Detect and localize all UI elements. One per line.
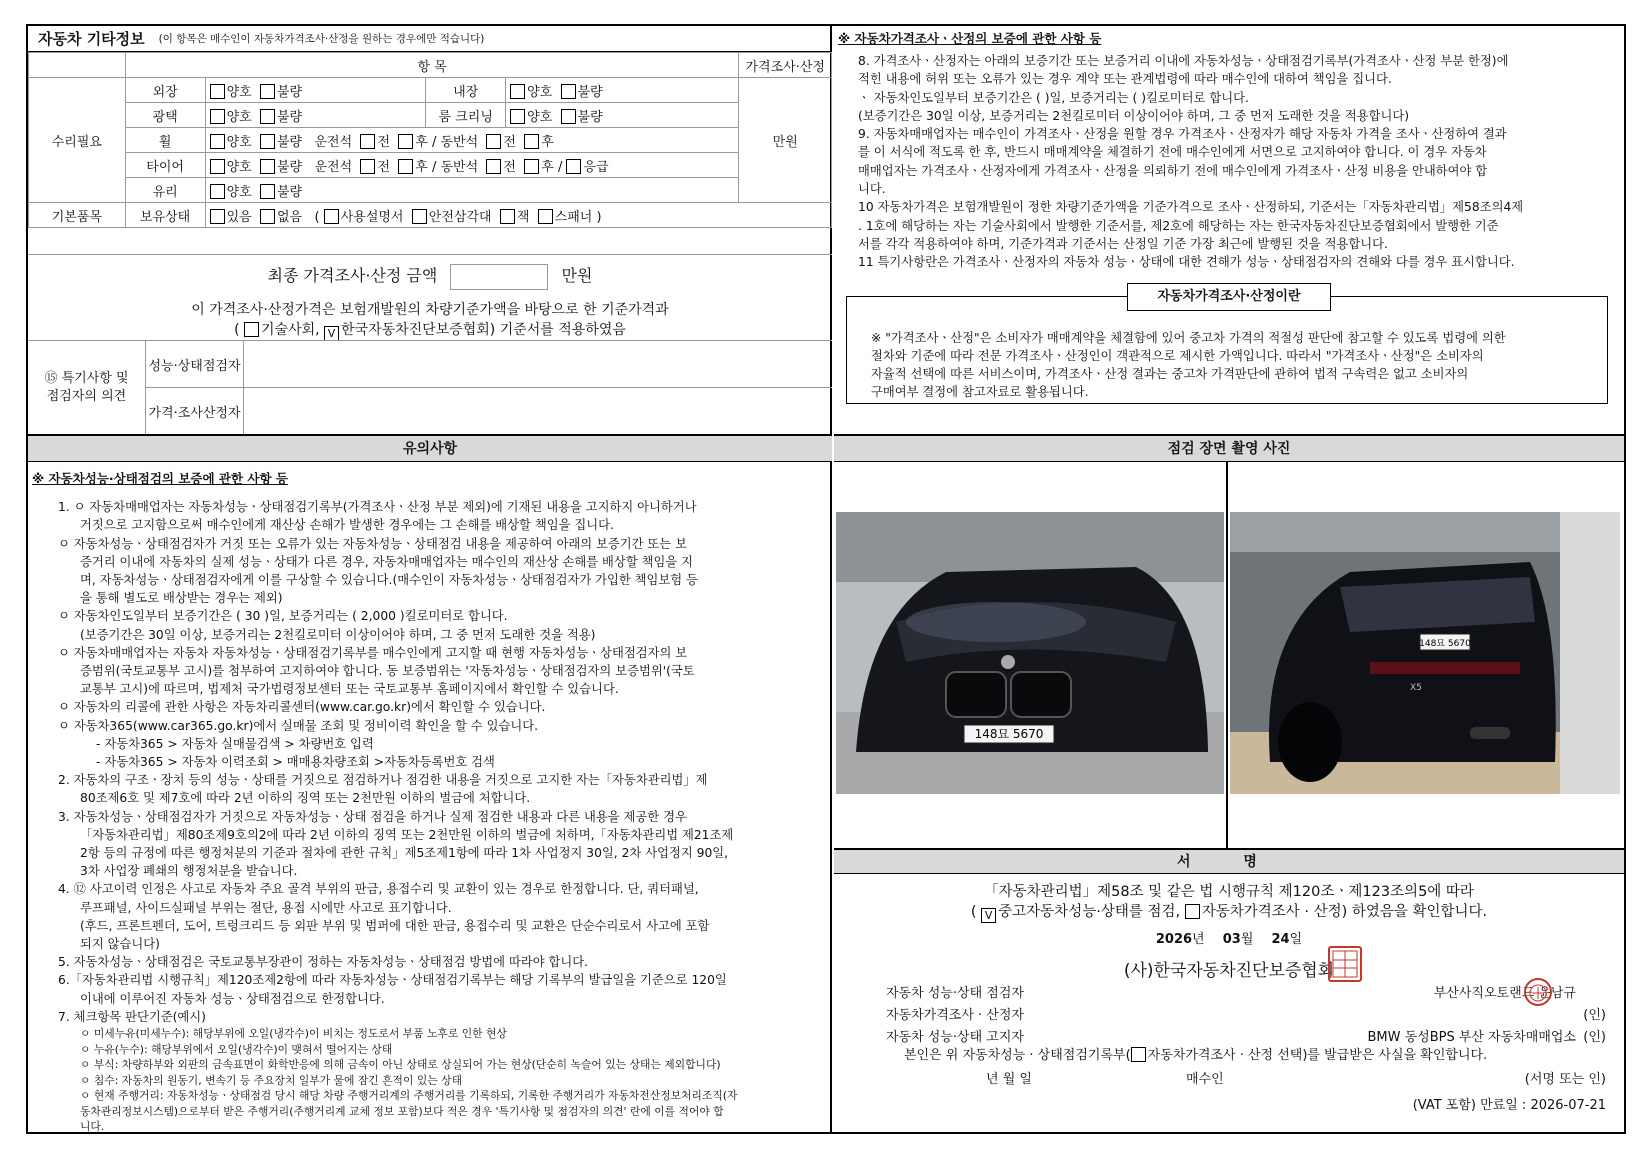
special-notes-section [28,340,832,434]
right-column [834,26,1624,1132]
none-label: 없음 [276,209,303,225]
received-a: 본인은 위 자동차성능 · 상태점검기록부( [904,1048,1131,1063]
inspection-record-page [26,24,1626,1134]
checkbox[interactable] [524,159,539,174]
price-warranty-line: 8. 가격조사ㆍ산정자는 아래의 보증기간 또는 보증거리 이내에 자동차성능ㆍ상태점검기록부(가격조사ㆍ산정 부분 한정)에 [858,54,1509,68]
signature-row-mark: (인) [1583,1008,1606,1023]
checkbox[interactable] [210,109,225,124]
col-item-header: 항 목 [125,53,739,78]
signature-row-mark: (인) [1583,1030,1606,1045]
have-label: 있음 [226,209,252,225]
front-label: 전 [503,134,516,150]
interior-label: 내장 [426,78,506,103]
sign-or-seal: (서명 또는 인) [1524,1072,1606,1087]
checkbox[interactable] [324,209,339,224]
kada-label: 한국자동차진단보증협회) 기준서를 적용하였음 [341,322,626,338]
special-row-appraiser [146,388,832,435]
photo-area [834,462,1624,848]
notice-line: ㅇ 자동차매매업자는 자동차 자동차성능ㆍ상태점검기록부를 매수인에게 고지할 때 현행 자동차성능ㆍ상태점검자의 보 [58,645,688,660]
interior-options [506,78,739,103]
notice-small-line: ㅇ 누유(누수): 해당부위에서 오일(냉각수)이 맺혀서 떨어지는 상태 [80,1042,393,1056]
checkbox[interactable] [210,184,225,199]
checkbox[interactable] [486,134,501,149]
signature-row [886,982,1606,1002]
left-column [28,26,832,1132]
bad-label: 불량 [577,109,603,125]
notice-line: 며, 자동차성능ㆍ상태점검자에게 이를 구상할 수 있습니다.(매수인이 자동차성능ㆍ상태점검자가 가입한 책임보험 등 [80,573,698,588]
jack-label: 잭 [516,209,530,225]
front-car-photo [836,512,1224,794]
signature-row-label: 자동차가격조사 · 산정자 [886,1008,1024,1023]
other-info-title: 자동차 기타정보 [38,30,145,48]
checkbox[interactable] [210,134,225,149]
notice-line: 6.「자동차관리법 시행규칙」제120조제2항에 따라 자동차성능ㆍ상태점검기록부는 해당 기록부의 발급일을 기준으로 120일 [58,973,727,988]
price-warranty-line: 매매업자는 가격조사ㆍ산정자에게 가격조사ㆍ산정을 의뢰하기 전에 매수인에게 가격조사ㆍ산정 비용을 안내하여야 합 [858,163,1488,178]
buyer-label: 매수인 [1186,1072,1224,1087]
price-warranty-line: (보증기간은 30일 이상, 보증거리는 2천킬로미터 이상이어야 하며, 그 중 먼저 도래한 것을 적용합니다) [858,108,1410,123]
notice-line: - 자동차365 > 자동차 이력조회 > 매매용차량조회 >자동차등록번호 검색 [96,755,495,770]
price-warranty-line: 적힌 내용에 허위 또는 오류가 있는 경우 계약 또는 관계법령에 따라 매수인에 대하여 책임을 집니다. [858,72,1392,87]
good-label: 양호 [226,134,252,150]
checkbox[interactable] [561,84,576,99]
notice-line: 7. 체크항목 판단기준(예시) [58,1009,206,1024]
glass-options [205,178,739,203]
checkbox[interactable] [260,134,275,149]
confirm-price-label: 자동차가격조사 · 산정) 하였음을 확인합니다. [1201,904,1488,920]
checkbox-price[interactable] [1185,904,1200,919]
bad-label: 불량 [276,184,303,200]
final-price-input[interactable] [450,264,548,290]
final-price-unit: 만원 [561,266,593,285]
notice-line: - 자동차365 > 자동차 실매물검색 > 차량번호 입력 [96,736,374,751]
notice-small-line: ㅇ 미세누유(미세누수): 해당부위에 오일(냉각수)이 비치는 정도로서 부품 노후로 인한 현상 [80,1027,507,1041]
checkbox[interactable] [412,209,427,224]
paren: ( [970,904,977,920]
front-label: 전 [377,134,390,150]
good-label: 양호 [226,159,252,175]
special-label-line1: ⑮ 특기사항 및 [44,371,129,386]
final-price-label: 최종 가격조사·산정 금액 [267,266,438,285]
col-price-header: 가격조사·산정 [739,53,832,78]
final-price-line [28,263,832,290]
exterior-options [205,78,426,103]
bad-label: 불량 [577,84,603,100]
explain-line: 자율적 선택에 따른 서비스이며, 가격조사ㆍ산정 결과는 중고차 가격판단에 관하여 법적 구속력은 없고 소비자의 [871,367,1469,381]
notice-line: 증범위(국토교통부 고시)를 첨부하여 고지하여야 합니다. 동 보증범위는 '자동차성능ㆍ상태점검자의 보증범위'(국토 [80,664,695,679]
year: 2026 [1155,932,1193,947]
tire-options [205,153,739,178]
inspector-label: 성능·상태점검자 [146,341,244,388]
notice-header: 유의사항 [28,434,832,462]
spanner-label: 스패너 ) [554,209,602,225]
emergency-label: 응급 [583,159,609,175]
price-warranty-line: 서를 각각 적용하여야 하며, 기준가격과 기준서는 산정일 기준 가장 최근에 발행된 것을 적용합니다. [858,236,1388,251]
inspector-seal-stamp [1524,978,1552,1006]
checkbox[interactable] [510,109,525,124]
explain-text [871,329,1591,401]
checkbox-tech[interactable] [244,322,259,337]
notice-line: 이내에 이루어진 자동차 성능ㆍ상태점검으로 한정합니다. [80,991,385,1006]
bad-label: 불량 [276,84,303,100]
signature-row-name: 부산사직오토랜드 윤남규 [1433,986,1576,1001]
signature-org: (사)한국자동차진단보증협회 [1123,961,1335,981]
checkbox[interactable] [538,209,553,224]
driver-seat-label: 운전석 [314,159,353,175]
tech-label: 기술사회, [261,322,320,338]
price-warranty-line: 9. 자동차매매업자는 매수인이 가격조사ㆍ산정을 원할 경우 가격조사ㆍ산정자가 해당 자동차 가격을 조사ㆍ산정하여 결과 [858,127,1507,142]
received-line [904,1044,1604,1064]
good-label: 양호 [226,84,252,100]
front-label: 전 [377,159,390,175]
checkbox[interactable] [561,109,576,124]
notice-line: 2. 자동차의 구조ㆍ장치 등의 성능ㆍ상태를 거짓으로 점검하거나 점검한 내용을 거짓으로 고지한 자는「자동차관리법」제 [58,773,708,788]
received-b: 자동차가격조사 · 산정 선택)를 발급받은 사실을 확인합니다. [1147,1048,1488,1063]
notice-line: ㅇ 자동차인도일부터 보증기간은 ( 30 )일, 보증거리는 ( 2,000 )킬로미터로 합니다. [58,609,508,624]
rear-passenger-label: 후 / 동반석 [415,159,479,175]
good-label: 양호 [226,109,252,125]
price-warranty-line: ㆍ 자동차인도일부터 보증기간은 ( )일, 보증거리는 ( )킬로미터로 합니다. [858,90,1249,105]
explain-line: ※ "가격조사ㆍ산정"은 소비자가 매매계약을 체결함에 있어 중고차 가격의 적절성 판단에 참고할 수 있도록 법령에 의한 [871,331,1506,345]
front-label: 전 [503,159,516,175]
month-unit: 월 [1240,932,1254,947]
confirm-used-label: 중고자동차성능·상태를 점검, [998,904,1181,920]
signature-row-label: 자동차 성능·상태 점검자 [886,986,1024,1001]
signature-section [834,874,1624,1132]
day: 24 [1271,932,1290,947]
explain-title: 자동차가격조사·산정이란 [1127,283,1331,311]
price-unit: 만원 [739,78,832,203]
other-info-table [28,52,832,228]
notice-line: 루프패널, 사이드실패널 부위는 절단, 용접 시에만 사고로 표기합니다. [80,900,452,915]
price-warranty-line: . 1호에 해당하는 자는 기술사회에서 발행한 기준서를, 제2호에 해당하는 자는 한국자동차진단보증협회에서 발행한 기준 [858,218,1499,233]
notice-body [28,462,832,1132]
buyer-line [886,1068,1606,1088]
expiry-text: (VAT 포함) 만료일 : 2026-07-21 [1412,1098,1606,1113]
signature-row [886,1004,1606,1024]
checkbox[interactable] [486,159,501,174]
checkbox[interactable] [260,109,275,124]
notice-small-line: ㅇ 현재 주행거리: 자동차성능ㆍ상태점검 당시 해당 차량 주행거리계의 주행거리를 기록하되, 기록한 주행거리가 자동차전산정보처리조직(자 [80,1089,738,1103]
notice-line: 교통부 고시)에 따르며, 법제처 국가법령정보센터 또는 국토교통부 홈페이지에서 확인할 수 있습니다. [80,682,619,697]
checkbox[interactable] [260,159,275,174]
checkbox[interactable] [524,134,539,149]
explain-line: 절차와 기준에 따라 전문 가격조사ㆍ산정인이 객관적으로 제시한 가액입니다. 따라서 "가격조사ㆍ산정"은 소비자의 [871,349,1484,363]
gloss-options [205,103,426,128]
checkbox[interactable] [260,184,275,199]
signature-header: 서 명 [834,848,1624,874]
checkbox[interactable] [210,84,225,99]
final-price-section [28,254,832,340]
day-unit: 일 [1289,932,1303,947]
notice-line: 1. ㅇ 자동차매매업자는 자동차성능ㆍ상태점검기록부(가격조사ㆍ산정 부분 제외)에 기재된 내용을 고지하지 아니하거나 [58,500,697,515]
price-warranty-line: 10 자동차가격은 보험개발원이 정한 차량기준가액을 기준가격으로 조사ㆍ산정하되, 기준서는「자동차관리법」제58조의4제 [858,200,1524,215]
final-price-desc: 이 가격조사·산정가격은 보험개발원의 차량기준가액을 바탕으로 한 기준가격과 [191,302,669,318]
glass-label: 유리 [125,178,205,203]
checkbox[interactable] [260,209,275,224]
bad-label: 불량 [276,134,303,150]
exterior-label: 외장 [125,78,205,103]
checkbox[interactable] [510,84,525,99]
price-warranty-line: 니다. [858,182,886,197]
notice-line: 을 통해 별도로 배상받는 경우는 제외) [80,591,283,606]
notice-line: 3. 자동차성능ㆍ상태점검자가 거짓으로 자동차성능ㆍ상태 점검을 하거나 실제 점검한 내용과 다른 내용을 제공한 경우 [58,809,687,824]
year-unit: 년 [1192,932,1205,947]
possession-label: 보유상태 [125,203,205,228]
notice-line: 5. 자동차성능ㆍ상태점검은 국토교통부장관이 정하는 자동차성능ㆍ상태점검 방법에 따라야 합니다. [58,955,589,970]
tire-label: 타이어 [125,153,205,178]
basic-items-label: 기본품목 [29,203,126,228]
checkbox[interactable] [360,134,375,149]
rear-label: 후 / [541,159,563,175]
checkbox-used-car[interactable]: V [981,908,996,923]
price-warranty-body [834,52,1624,272]
other-info-subtitle: (이 항목은 매수인이 자동차가격조사·산정을 원하는 경우에만 적습니다) [158,33,485,45]
wheel-options [205,128,739,153]
room-cleaning-options [506,103,739,128]
notice-line: 80조제6호 및 제7호에 따라 2년 이하의 징역 또는 2천만원 이하의 벌금에 처합니다. [80,791,531,806]
good-label: 양호 [527,109,553,125]
notice-line: (후드, 프론트펜더, 도어, 트렁크리드 등 외판 부위 및 범퍼에 대한 판금, 용접수리 및 교환은 단순수리로서 사고에 포함 [80,918,710,933]
notice-small-line: 동차관리정보시스템)으로부터 받은 주행거리(주행거리계 교체 정보 포함)보다 적은 경우 '특기사항 및 점검자의 의견' 란에 이를 적어야 합 [80,1104,724,1118]
appraiser-label: 가격·조사산정자 [146,388,244,435]
signature-row-label: 자동차 성능·상태 고지자 [886,1030,1024,1045]
signature-law: 「자동차관리법」제58조 및 같은 법 시행규칙 제120조ㆍ제123조의5에 따라 [984,884,1474,900]
notice-lines [32,498,828,1026]
checkbox[interactable] [360,159,375,174]
bad-label: 불량 [276,159,303,175]
rear-passenger-label: 후 / 동반석 [415,134,479,150]
special-notes-label [28,341,146,435]
notice-line: 「자동차관리법」제80조제9호의2에 따라 2년 이하의 징역 또는 2천만원 이하의 벌금에 처하며,「자동차관리법 제21조제 [80,827,734,842]
triangle-label: 안전삼각대 [428,209,492,225]
photo-divider [1226,462,1228,848]
checkbox[interactable] [210,209,225,224]
wheel-label: 휠 [125,128,205,153]
notice-small-line: 니다. [80,1120,105,1134]
notice-line: 3차 사업장 폐쇄의 행정처분을 받습니다. [80,864,298,879]
expiry-line [886,1094,1606,1114]
notice-small-line: ㅇ 부식: 차량하부와 외판의 금속표면이 화학반응에 의해 금속이 아닌 상태로 상실되어 가는 현상(단순히 녹슬어 있는 상태는 제외합니다) [80,1058,721,1072]
driver-seat-label: 운전석 [314,134,353,150]
rear-label: 후 [541,134,554,150]
room-cleaning-label: 룸 크리닝 [426,103,506,128]
rear-car-photo [1230,512,1620,794]
notice-line: 되지 않습니다) [80,937,160,952]
notice-line: ㅇ 자동차365(www.car365.go.kr)에서 실매물 조회 및 정비이력 확인을 할 수 있습니다. [58,718,539,733]
signature-row-name: BMW 동성BPS 부산 자동차매매업소 [1367,1030,1576,1045]
signature-confirm [834,900,1624,923]
special-label-line2: 점검자의 의견 [46,389,127,404]
buyer-date: 년 월 일 [986,1072,1032,1087]
signature-date [834,928,1624,947]
notice-title: ※ 자동차성능·상태점검의 보증에 관한 사항 등 [32,471,289,486]
checkbox[interactable] [398,159,413,174]
explain-box [846,289,1608,404]
gloss-label: 광택 [125,103,205,128]
checkbox[interactable] [566,159,581,174]
price-warranty-line: 11 특기사항란은 가격조사ㆍ산정자의 자동차 성능ㆍ상태에 대한 견해가 성능ㆍ상태점검자의 견해와 다를 경우 표시합니다. [858,255,1515,270]
checkbox[interactable] [260,84,275,99]
month: 03 [1222,932,1241,947]
org-seal-stamp [1328,946,1362,982]
bad-label: 불량 [276,109,303,125]
notice-line: ㅇ 자동차의 리콜에 관한 사항은 자동차리콜센터(www.car.go.kr)에서 확인할 수 있습니다. [58,700,546,715]
paren: ( [314,209,320,225]
manual-label: 사용설명서 [340,209,404,225]
other-info-title-row [28,26,830,52]
repair-needed-label: 수리필요 [29,78,126,203]
good-label: 양호 [527,84,553,100]
photo-header: 점검 장면 촬영 사진 [834,434,1624,462]
possession-options [205,203,831,228]
notice-small-line: ㅇ 침수: 자동차의 원동기, 변속기 등 주요장치 일부가 물에 잠긴 흔적이 있는 상태 [80,1073,463,1087]
checkbox-received[interactable] [1131,1047,1146,1062]
notice-line: ㅇ 자동차성능ㆍ상태점검자가 거짓 또는 오류가 있는 자동차성능ㆍ상태점검 내용을 제공하여 아래의 보증기간 또는 보 [58,536,687,551]
notice-line: 4. ⑫ 사고이력 인정은 사고로 자동차 주요 골격 부위의 판금, 용접수리 및 교환이 있는 경우로 한정합니다. 단, 쿼터패널, [58,882,699,897]
price-warranty-line: 를 이 서식에 적도록 한 후, 반드시 매매계약을 체결하기 전에 매수인에게 서면으로 고지하여야 합니다. 이 경우 자동차 [858,145,1487,160]
signature-row [886,1026,1606,1046]
rear-plate-text: 148묘 5670 [1419,639,1471,649]
checkbox-kada[interactable]: V [324,326,339,341]
notice-line: 2항 등의 규정에 따른 행정처분의 기준과 절차에 관한 규칙」제5조제1항에 따라 1차 사업정지 30일, 2차 사업정지 90일, [80,846,729,861]
checkbox[interactable] [500,209,515,224]
final-price-standard: ( 기술사회, V 한국자동차진단보증협회) 기준서를 적용하였음 [234,322,626,340]
notice-small-lines [32,1026,828,1135]
notice-line: 거짓으로 고지함으로써 매수인에게 재산상 손해가 발생한 경우에는 그 손해를 배상할 책임을 집니다. [80,518,614,533]
checkbox[interactable] [398,134,413,149]
front-plate-text: 148묘 5670 [974,727,1044,741]
special-row-inspector [146,341,832,388]
checkbox[interactable] [210,159,225,174]
model-badge: X5 [1410,683,1422,693]
price-warranty-title: ※ 자동차가격조사ㆍ산정의 보증에 관한 사항 등 [838,31,1102,46]
notice-line: 증거리 이내에 자동차의 실제 성능ㆍ상태가 다른 경우, 자동차매매업자는 매수인의 재산상 손해를 배상할 책임을 지 [80,554,694,569]
explain-line: 구매여부 결정에 참고자료로 활용됩니다. [871,385,1089,399]
good-label: 양호 [226,184,252,200]
notice-line: (보증기간은 30일 이상, 보증거리는 2천킬로미터 이상이어야 하며, 그 중 먼저 도래한 것을 적용) [80,627,596,642]
